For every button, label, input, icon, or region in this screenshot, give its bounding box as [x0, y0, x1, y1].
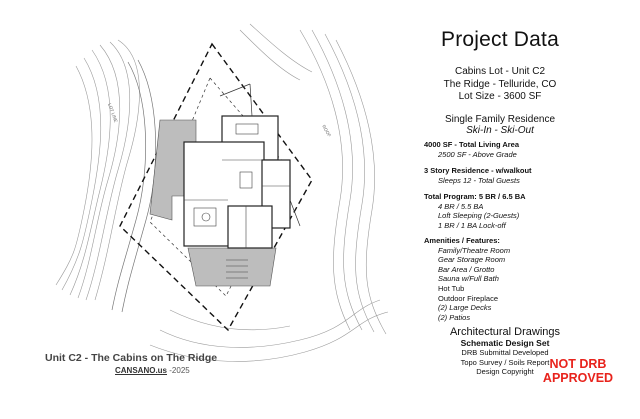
total-area: 4000 SF - Total Living Area	[424, 140, 520, 149]
approval-stamp	[538, 357, 618, 385]
amenity-item: Hot Tub	[438, 283, 465, 293]
lot-name: Cabins Lot - Unit C2	[454, 66, 546, 77]
amenities-block	[424, 236, 510, 322]
lot-size: Lot Size - 3600 SF	[458, 91, 542, 102]
plan-note-left: LOT LINE	[107, 102, 119, 124]
location: The Ridge - Telluride, CO	[443, 78, 557, 90]
residence-type: Single Family Residence	[444, 113, 556, 125]
amenity-item: Sauna w/Full Bath	[438, 274, 499, 284]
program-block	[424, 192, 526, 230]
amenity-item: Bar Area / Grotto	[438, 264, 495, 274]
plan-note-right: ROOF	[321, 124, 332, 138]
amenities-heading: Amenities / Features:	[424, 236, 500, 245]
drawings-line: DRB Submittal Developed	[461, 348, 549, 357]
stamp-line-1: NOT DRB	[549, 357, 607, 371]
road-lines	[112, 60, 156, 312]
drawings-line: Design Copyright	[476, 367, 534, 376]
amenity-item: (2) Patios	[438, 312, 471, 322]
stories-heading: 3 Story Residence - w/walkout	[424, 166, 532, 175]
drawings-heading: Architectural Drawings	[449, 326, 561, 338]
amenity-item: (2) Large Decks	[438, 303, 492, 313]
drawings-subheading: Schematic Design Set	[460, 338, 550, 348]
drawings-line: Topo Survey / Soils Report	[460, 357, 550, 367]
amenity-item: Gear Storage Room	[438, 255, 506, 265]
house-footprint	[184, 116, 290, 248]
program-line: Loft Sleeping (2-Guests)	[438, 211, 520, 221]
site-link[interactable]: CANSANO.us	[115, 366, 168, 375]
amenity-item: Outdoor Fireplace	[438, 293, 499, 303]
credit-year: -2025	[169, 366, 190, 375]
patio-hatch-bottom	[188, 248, 276, 286]
page-title: Project Data	[441, 28, 559, 51]
sleeps-count: Sleeps 12 - Total Guests	[438, 175, 520, 185]
areas-block	[424, 140, 519, 159]
program-line: 1 BR / 1 BA Lock-off	[438, 220, 506, 230]
above-grade-area: 2500 SF - Above Grade	[438, 149, 517, 159]
drawing-caption: Unit C2 - The Cabins on The Ridge	[45, 352, 218, 364]
project-data-header	[400, 28, 600, 136]
program-line: 4 BR / 5.5 BA	[438, 201, 484, 211]
stories-block	[424, 166, 532, 185]
stamp-line-2: APPROVED	[542, 371, 614, 385]
amenity-item: Family/Theatre Room	[438, 245, 511, 255]
credit-line	[115, 366, 190, 375]
program-heading: Total Program: 5 BR / 6.5 BA	[424, 192, 526, 201]
ski-access: Ski-In - Ski-Out	[466, 124, 534, 136]
